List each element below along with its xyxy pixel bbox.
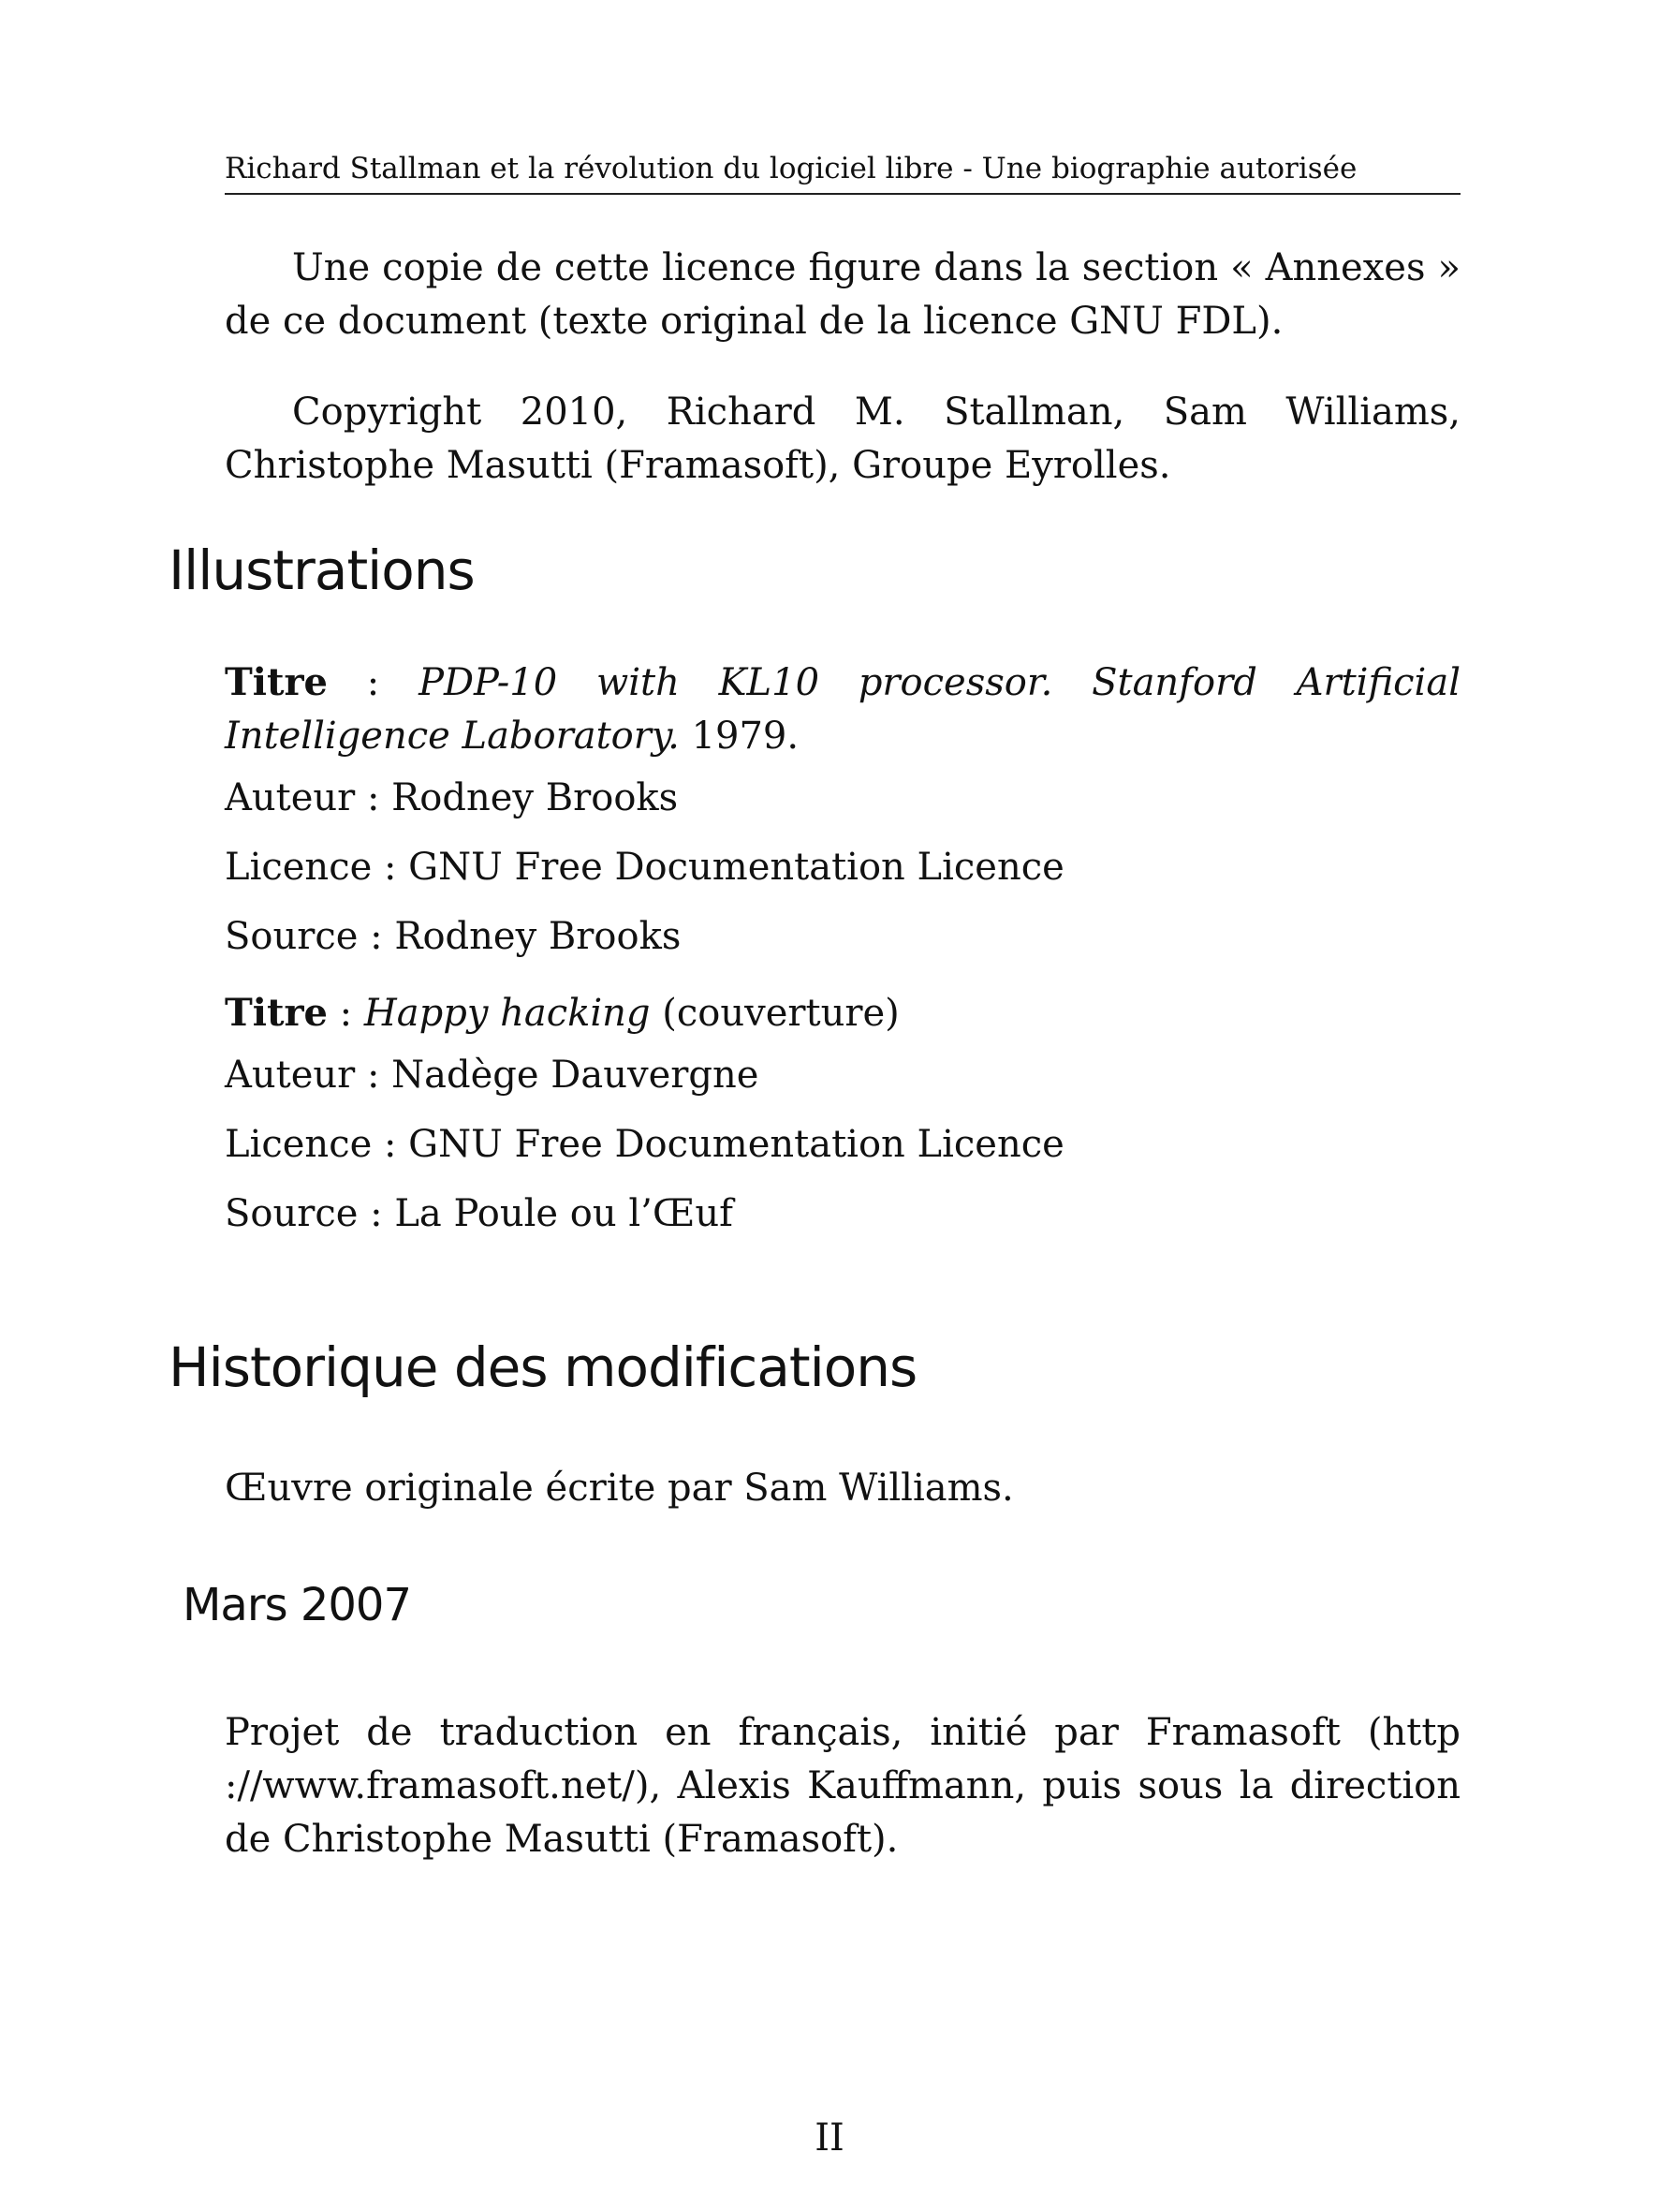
history-subheading-date: Mars 2007 (183, 1579, 411, 1631)
page-body (169, 242, 1461, 1866)
illustration-license: Licence : GNU Free Documentation Licence (225, 846, 1064, 889)
page-number: II (815, 2116, 844, 2160)
illustration-license: Licence : GNU Free Documentation Licence (225, 1123, 1064, 1166)
illustration-title (225, 656, 1461, 763)
original-work-paragraph: Œuvre originale écrite par Sam Williams. (225, 1467, 1014, 1510)
title-italic: Happy hacking (363, 992, 651, 1035)
title-separator: : (327, 992, 364, 1035)
title-italic: PDP-10 with KL10 processor. Stanford Artificial Intelligence Laboratory. (225, 661, 1461, 758)
illustration-title (225, 986, 1461, 1040)
running-header: Richard Stallman et la révolution du logiciel libre - Une biographie autorisée (225, 150, 1461, 195)
illustration-author: Auteur : Nadège Dauvergne (225, 1054, 759, 1097)
title-label: Titre (225, 991, 328, 1035)
illustrations-heading: Illustrations (169, 538, 475, 602)
title-rest: (couverture) (650, 992, 900, 1035)
illustration-credit-2 (225, 986, 1461, 1248)
title-rest: 1979. (679, 715, 800, 758)
history-heading: Historique des modifications (169, 1335, 918, 1399)
illustration-author: Auteur : Rodney Brooks (225, 776, 679, 819)
title-label: Titre (225, 660, 328, 704)
title-separator: : (327, 661, 419, 704)
illustration-source: Source : La Poule ou l’Œuf (225, 1192, 733, 1235)
illustration-source: Source : Rodney Brooks (225, 915, 682, 958)
copyright-paragraph: Copyright 2010, Richard M. Stallman, Sam Williams, Christophe Masutti (Framasoft), Groupe Eyrolles. (225, 391, 1461, 487)
translation-paragraph: Projet de traduction en français, initié par Framasoft (http ://www.framasoft.net/), Alexis Kauffmann, puis sous la direction de Christophe Masutti (Framasoft). (225, 1711, 1461, 1861)
license-paragraph: Une copie de cette licence figure dans la section « Annexes » de ce document (texte original de la licence GNU FDL). (225, 246, 1461, 343)
illustration-credit-1 (225, 656, 1461, 971)
